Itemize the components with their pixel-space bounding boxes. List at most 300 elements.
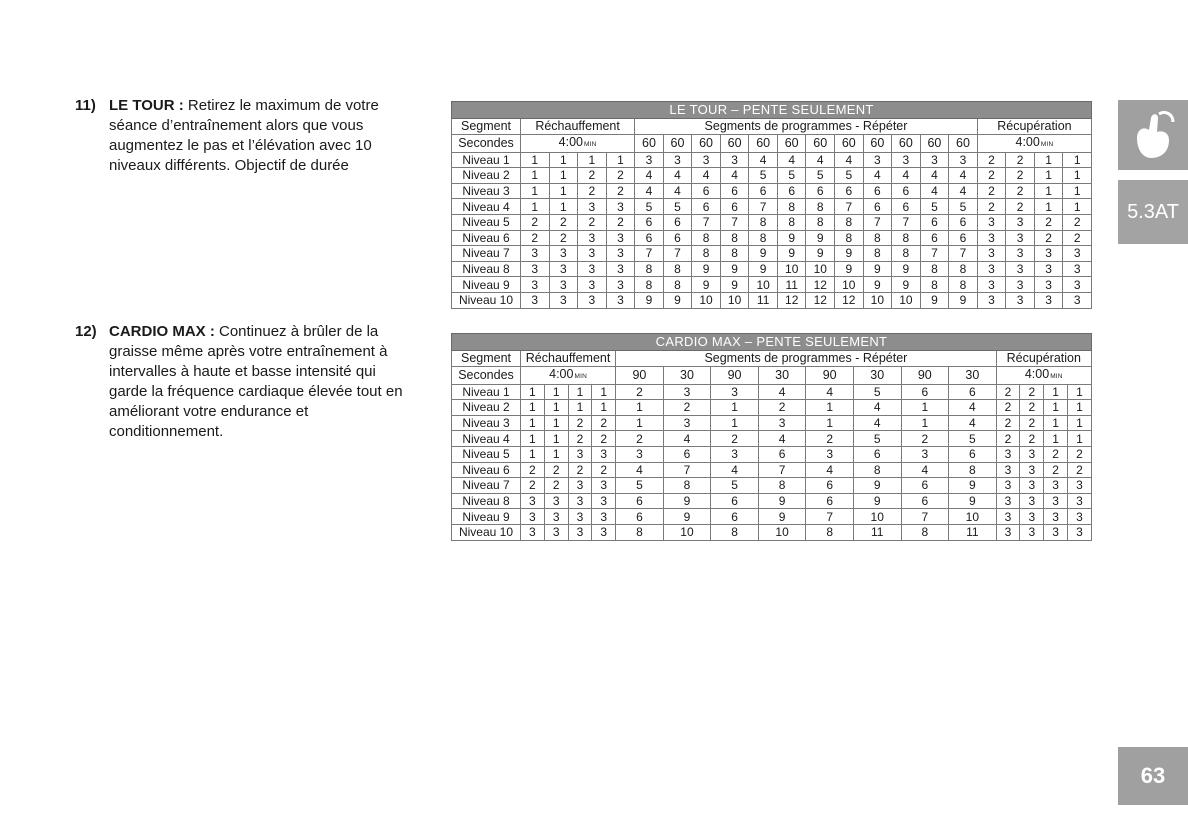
level-value: 3 <box>578 230 607 246</box>
level-value: 3 <box>616 446 664 462</box>
level-value: 4 <box>949 183 978 199</box>
level-value: 3 <box>1034 261 1063 277</box>
seconds-cell: 60 <box>692 134 721 152</box>
level-value: 3 <box>544 524 568 540</box>
level-value: 8 <box>720 230 749 246</box>
level-value: 3 <box>521 292 550 308</box>
level-value: 11 <box>777 277 806 293</box>
seconds-cell: 60 <box>835 134 864 152</box>
level-value: 2 <box>1006 183 1035 199</box>
level-value: 8 <box>853 462 901 478</box>
table-row <box>452 400 1092 416</box>
level-value: 9 <box>663 292 692 308</box>
level-value: 3 <box>996 524 1020 540</box>
seconds-cell: 60 <box>749 134 778 152</box>
level-value: 3 <box>1020 446 1044 462</box>
level-value: 8 <box>863 246 892 262</box>
level-value: 5 <box>835 168 864 184</box>
level-value: 3 <box>549 261 578 277</box>
seconds-cell: 90 <box>711 366 759 384</box>
level-value: 1 <box>549 168 578 184</box>
level-label: Niveau 9 <box>452 277 521 293</box>
item-text: Continuez à brûler de la graisse même après votre entraînement à intervalles à haute et basse intensité qui garde la fréquence cardiaque élevée tout en améliorant votre endurance et conditionnement. <box>109 323 403 440</box>
table-title: CARDIO MAX – PENTE SEULEMENT <box>452 334 1092 351</box>
level-value: 6 <box>892 199 921 215</box>
level-value: 2 <box>1020 384 1044 400</box>
level-value: 4 <box>720 168 749 184</box>
level-label: Niveau 6 <box>452 462 521 478</box>
level-value: 1 <box>521 400 545 416</box>
level-label: Niveau 1 <box>452 152 521 168</box>
level-value: 4 <box>920 183 949 199</box>
seconds-cell: 30 <box>853 366 901 384</box>
level-value: 2 <box>568 415 592 431</box>
level-value: 6 <box>635 230 664 246</box>
level-value: 2 <box>1006 152 1035 168</box>
level-value: 1 <box>711 415 759 431</box>
level-value: 1 <box>578 152 607 168</box>
warmup-header: Réchauffement <box>521 351 616 367</box>
level-value: 6 <box>616 493 664 509</box>
seconds-cell: 90 <box>901 366 949 384</box>
table-row <box>452 431 1092 447</box>
level-label: Niveau 5 <box>452 214 521 230</box>
level-value: 6 <box>901 384 949 400</box>
duration-value: 4:00 <box>1024 366 1050 381</box>
level-value: 3 <box>592 493 616 509</box>
seconds-cell: 60 <box>920 134 949 152</box>
seconds-cell: 60 <box>777 134 806 152</box>
level-value: 2 <box>578 183 607 199</box>
level-value: 1 <box>1067 415 1091 431</box>
level-value: 8 <box>711 524 759 540</box>
level-value: 1 <box>1067 431 1091 447</box>
level-value: 9 <box>853 478 901 494</box>
level-value: 2 <box>521 478 545 494</box>
level-value: 1 <box>549 183 578 199</box>
level-label: Niveau 6 <box>452 230 521 246</box>
level-value: 2 <box>1034 214 1063 230</box>
level-value: 1 <box>1044 400 1068 416</box>
level-value: 4 <box>949 415 997 431</box>
level-value: 1 <box>1044 431 1068 447</box>
level-value: 9 <box>806 230 835 246</box>
level-label: Niveau 8 <box>452 493 521 509</box>
level-value: 1 <box>521 415 545 431</box>
level-value: 5 <box>749 168 778 184</box>
level-value: 2 <box>901 431 949 447</box>
level-value: 7 <box>663 246 692 262</box>
level-value: 2 <box>806 431 854 447</box>
level-value: 8 <box>835 230 864 246</box>
level-value: 3 <box>606 261 635 277</box>
level-value: 12 <box>806 277 835 293</box>
level-value: 12 <box>806 292 835 308</box>
level-value: 9 <box>758 509 806 525</box>
level-value: 8 <box>806 214 835 230</box>
level-value: 2 <box>521 214 550 230</box>
section-tab: 5.3AT <box>1118 180 1188 244</box>
level-value: 4 <box>892 168 921 184</box>
duration-value: 4:00 <box>1015 134 1040 149</box>
level-value: 4 <box>901 462 949 478</box>
level-value: 3 <box>606 199 635 215</box>
level-value: 3 <box>521 277 550 293</box>
cooldown-duration <box>996 366 1091 384</box>
level-value: 3 <box>1020 478 1044 494</box>
level-value: 2 <box>549 230 578 246</box>
level-value: 9 <box>949 478 997 494</box>
level-value: 3 <box>901 446 949 462</box>
level-value: 1 <box>1067 384 1091 400</box>
level-value: 7 <box>663 462 711 478</box>
duration-unit: MIN <box>574 372 587 380</box>
level-value: 5 <box>949 199 978 215</box>
level-value: 6 <box>863 183 892 199</box>
level-value: 4 <box>711 462 759 478</box>
level-value: 7 <box>892 214 921 230</box>
level-value: 1 <box>549 152 578 168</box>
section-icon-tab <box>1118 100 1188 170</box>
level-value: 2 <box>663 400 711 416</box>
level-value: 3 <box>1067 509 1091 525</box>
level-value: 3 <box>606 277 635 293</box>
level-value: 4 <box>806 152 835 168</box>
level-value: 7 <box>949 246 978 262</box>
level-label: Niveau 10 <box>452 524 521 540</box>
table-row <box>452 214 1092 230</box>
level-value: 3 <box>521 493 545 509</box>
level-value: 3 <box>606 292 635 308</box>
level-value: 4 <box>663 168 692 184</box>
level-value: 8 <box>920 277 949 293</box>
level-value: 3 <box>758 415 806 431</box>
level-value: 3 <box>711 384 759 400</box>
level-label: Niveau 8 <box>452 261 521 277</box>
level-value: 8 <box>692 246 721 262</box>
level-value: 1 <box>616 400 664 416</box>
level-value: 2 <box>996 415 1020 431</box>
level-value: 6 <box>692 199 721 215</box>
duration-value: 4:00 <box>549 366 574 381</box>
level-value: 8 <box>720 246 749 262</box>
level-value: 6 <box>663 230 692 246</box>
level-label: Niveau 5 <box>452 446 521 462</box>
level-value: 1 <box>521 384 545 400</box>
level-value: 8 <box>663 478 711 494</box>
level-value: 9 <box>892 277 921 293</box>
table-row <box>452 446 1092 462</box>
level-value: 2 <box>616 431 664 447</box>
table-row <box>452 292 1092 308</box>
level-value: 3 <box>521 509 545 525</box>
level-value: 8 <box>835 214 864 230</box>
level-value: 9 <box>777 246 806 262</box>
level-value: 9 <box>692 261 721 277</box>
level-value: 11 <box>853 524 901 540</box>
level-value: 3 <box>635 152 664 168</box>
level-label: Niveau 7 <box>452 246 521 262</box>
level-value: 1 <box>1063 168 1092 184</box>
program-item-le-tour <box>75 96 405 176</box>
level-value: 10 <box>949 509 997 525</box>
level-value: 1 <box>521 152 550 168</box>
level-value: 3 <box>568 509 592 525</box>
level-value: 1 <box>592 384 616 400</box>
level-value: 4 <box>949 168 978 184</box>
level-value: 3 <box>1067 493 1091 509</box>
table-row <box>452 462 1092 478</box>
level-value: 3 <box>977 246 1006 262</box>
level-value: 8 <box>777 199 806 215</box>
level-value: 9 <box>635 292 664 308</box>
level-value: 4 <box>663 183 692 199</box>
level-value: 9 <box>835 246 864 262</box>
level-value: 3 <box>1006 214 1035 230</box>
level-value: 8 <box>616 524 664 540</box>
seconds-row <box>452 134 1092 152</box>
program-segments-header: Segments de programmes - Répéter <box>635 119 978 135</box>
program-segments-header: Segments de programmes - Répéter <box>616 351 997 367</box>
level-value: 3 <box>949 152 978 168</box>
level-value: 6 <box>711 493 759 509</box>
level-value: 5 <box>777 168 806 184</box>
level-value: 3 <box>977 292 1006 308</box>
level-value: 4 <box>863 168 892 184</box>
level-value: 4 <box>692 168 721 184</box>
level-value: 3 <box>549 246 578 262</box>
level-label: Niveau 3 <box>452 183 521 199</box>
level-value: 2 <box>568 431 592 447</box>
level-value: 3 <box>663 415 711 431</box>
level-value: 9 <box>720 261 749 277</box>
level-value: 4 <box>635 168 664 184</box>
table-row <box>452 152 1092 168</box>
level-value: 5 <box>920 199 949 215</box>
level-value: 3 <box>1020 524 1044 540</box>
level-value: 3 <box>1006 261 1035 277</box>
level-value: 3 <box>1034 292 1063 308</box>
level-value: 1 <box>1034 152 1063 168</box>
level-value: 8 <box>635 261 664 277</box>
level-value: 2 <box>606 214 635 230</box>
program-item-cardio-max <box>75 322 405 442</box>
level-value: 2 <box>977 183 1006 199</box>
level-value: 2 <box>758 400 806 416</box>
level-value: 6 <box>949 446 997 462</box>
level-value: 3 <box>549 277 578 293</box>
level-value: 8 <box>749 230 778 246</box>
level-value: 10 <box>853 509 901 525</box>
level-value: 6 <box>720 183 749 199</box>
table-row <box>452 168 1092 184</box>
level-value: 9 <box>663 509 711 525</box>
level-value: 3 <box>977 214 1006 230</box>
level-value: 2 <box>977 152 1006 168</box>
level-value: 2 <box>977 168 1006 184</box>
level-value: 3 <box>977 261 1006 277</box>
level-value: 6 <box>901 493 949 509</box>
level-value: 7 <box>758 462 806 478</box>
level-value: 2 <box>996 400 1020 416</box>
level-value: 5 <box>711 478 759 494</box>
level-value: 7 <box>749 199 778 215</box>
level-value: 4 <box>806 462 854 478</box>
level-value: 2 <box>616 384 664 400</box>
level-value: 8 <box>892 230 921 246</box>
level-value: 9 <box>806 246 835 262</box>
level-value: 3 <box>892 152 921 168</box>
level-value: 2 <box>521 462 545 478</box>
level-value: 2 <box>592 415 616 431</box>
level-value: 8 <box>863 230 892 246</box>
level-value: 10 <box>835 277 864 293</box>
level-value: 1 <box>521 431 545 447</box>
level-value: 1 <box>711 400 759 416</box>
level-value: 6 <box>949 230 978 246</box>
level-value: 1 <box>544 384 568 400</box>
level-value: 1 <box>1034 199 1063 215</box>
table-row <box>452 199 1092 215</box>
level-value: 10 <box>720 292 749 308</box>
level-value: 2 <box>1044 462 1068 478</box>
level-value: 10 <box>758 524 806 540</box>
level-value: 5 <box>853 384 901 400</box>
level-value: 10 <box>806 261 835 277</box>
level-value: 3 <box>549 292 578 308</box>
level-value: 2 <box>578 168 607 184</box>
level-value: 6 <box>892 183 921 199</box>
level-value: 1 <box>544 431 568 447</box>
level-value: 2 <box>1006 199 1035 215</box>
warmup-header: Réchauffement <box>521 119 635 135</box>
level-value: 1 <box>592 400 616 416</box>
level-value: 3 <box>568 493 592 509</box>
level-value: 7 <box>635 246 664 262</box>
level-value: 8 <box>777 214 806 230</box>
level-value: 1 <box>1067 400 1091 416</box>
level-value: 8 <box>949 261 978 277</box>
level-value: 6 <box>616 509 664 525</box>
level-value: 4 <box>853 415 901 431</box>
level-value: 2 <box>1020 431 1044 447</box>
warmup-duration <box>521 134 635 152</box>
level-value: 6 <box>853 446 901 462</box>
level-value: 4 <box>949 400 997 416</box>
level-value: 3 <box>1063 277 1092 293</box>
level-value: 9 <box>720 277 749 293</box>
cooldown-header: Récupération <box>977 119 1091 135</box>
level-value: 8 <box>949 462 997 478</box>
level-value: 8 <box>692 230 721 246</box>
level-value: 3 <box>863 152 892 168</box>
table-row <box>452 230 1092 246</box>
level-value: 1 <box>1063 199 1092 215</box>
level-value: 1 <box>1044 384 1068 400</box>
seconds-cell: 30 <box>949 366 997 384</box>
level-value: 1 <box>544 400 568 416</box>
seconds-label: Secondes <box>452 134 521 152</box>
level-value: 5 <box>635 199 664 215</box>
level-value: 3 <box>521 246 550 262</box>
level-value: 1 <box>568 384 592 400</box>
level-value: 6 <box>749 183 778 199</box>
level-value: 5 <box>616 478 664 494</box>
level-value: 7 <box>692 214 721 230</box>
item-number: 11) <box>75 97 96 114</box>
level-value: 9 <box>892 261 921 277</box>
level-value: 6 <box>806 493 854 509</box>
level-value: 1 <box>521 168 550 184</box>
level-value: 3 <box>663 152 692 168</box>
level-value: 11 <box>949 524 997 540</box>
level-value: 2 <box>592 431 616 447</box>
warmup-duration <box>521 366 616 384</box>
level-value: 1 <box>606 152 635 168</box>
level-value: 3 <box>592 524 616 540</box>
level-value: 3 <box>1006 292 1035 308</box>
level-value: 12 <box>835 292 864 308</box>
page-number: 63 <box>1118 747 1188 805</box>
table-row <box>452 415 1092 431</box>
item-number: 12) <box>75 323 97 340</box>
level-value: 3 <box>1044 493 1068 509</box>
level-value: 1 <box>1063 183 1092 199</box>
level-value: 9 <box>777 230 806 246</box>
table-row <box>452 478 1092 494</box>
level-value: 6 <box>901 478 949 494</box>
level-value: 7 <box>720 214 749 230</box>
level-value: 1 <box>1044 415 1068 431</box>
level-value: 3 <box>521 261 550 277</box>
level-value: 3 <box>592 446 616 462</box>
level-value: 8 <box>749 214 778 230</box>
level-value: 2 <box>606 168 635 184</box>
item-title: LE TOUR : <box>109 97 184 114</box>
level-value: 3 <box>578 246 607 262</box>
level-value: 10 <box>692 292 721 308</box>
level-value: 8 <box>806 524 854 540</box>
level-value: 9 <box>949 292 978 308</box>
level-value: 9 <box>920 292 949 308</box>
level-value: 6 <box>835 183 864 199</box>
level-value: 2 <box>1020 415 1044 431</box>
level-value: 7 <box>901 509 949 525</box>
level-value: 1 <box>568 400 592 416</box>
level-value: 3 <box>1067 524 1091 540</box>
level-value: 4 <box>853 400 901 416</box>
level-value: 3 <box>711 446 759 462</box>
level-value: 8 <box>920 261 949 277</box>
seconds-cell: 90 <box>806 366 854 384</box>
seconds-cell: 60 <box>806 134 835 152</box>
level-value: 8 <box>806 199 835 215</box>
level-value: 11 <box>749 292 778 308</box>
duration-value: 4:00 <box>558 134 583 149</box>
level-value: 5 <box>949 431 997 447</box>
level-value: 9 <box>863 261 892 277</box>
level-value: 9 <box>863 277 892 293</box>
level-value: 8 <box>892 246 921 262</box>
segment-header: Segment <box>452 351 521 367</box>
level-value: 10 <box>892 292 921 308</box>
level-label: Niveau 2 <box>452 400 521 416</box>
level-value: 7 <box>863 214 892 230</box>
level-value: 3 <box>977 230 1006 246</box>
level-label: Niveau 3 <box>452 415 521 431</box>
level-value: 9 <box>835 261 864 277</box>
level-value: 3 <box>578 261 607 277</box>
